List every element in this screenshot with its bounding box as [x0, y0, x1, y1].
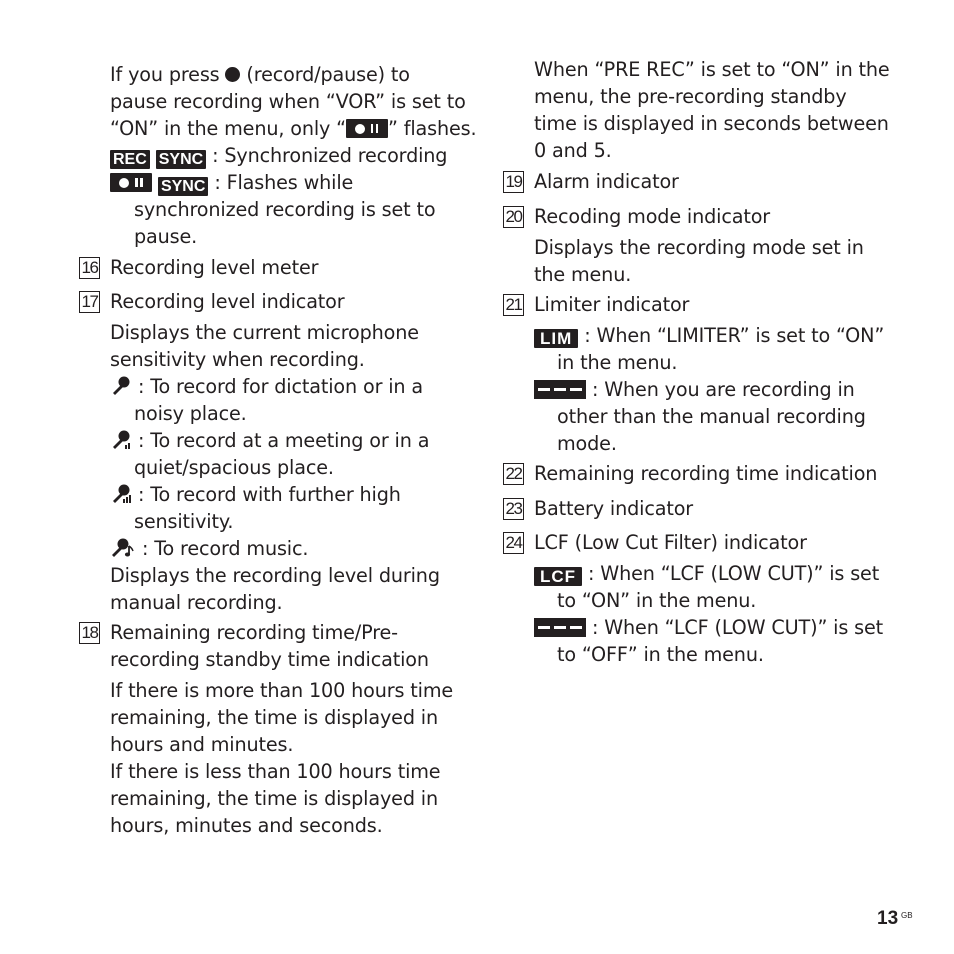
item-number-21: 21	[503, 294, 524, 316]
limiter-on-line: LIM : When “LIMITER” is set to “ON”	[534, 323, 884, 350]
lcf-on-line: LCF : When “LCF (LOW CUT)” is set	[534, 561, 879, 588]
limiter-on-line-2: in the menu.	[557, 351, 678, 374]
intro-line-1: If you press (record/pause) to	[110, 63, 410, 86]
item-18-label-2: recording standby time indication	[110, 648, 429, 671]
record-pause-icon	[346, 119, 388, 138]
page-number: 13	[877, 908, 899, 929]
record-pause-icon	[110, 173, 152, 192]
item-number-20: 20	[503, 206, 524, 228]
dash-indicator-icon	[534, 618, 586, 637]
mic-high-line-2: sensitivity.	[134, 510, 234, 533]
mic-high-sensitivity-icon	[110, 484, 132, 504]
mic-dictation-icon	[110, 376, 132, 396]
item-18-p-5: remaining, the time is displayed in	[110, 787, 439, 810]
mic-meeting-icon	[110, 430, 132, 450]
item-18-p-2: remaining, the time is displayed in	[110, 706, 439, 729]
limiter-dash-line: : When you are recording in	[534, 377, 855, 404]
item-number-23: 23	[503, 498, 524, 520]
record-dot-icon	[225, 67, 240, 82]
item-number-24: 24	[503, 532, 524, 554]
sync-recording-line: REC SYNC : Synchronized recording	[110, 143, 447, 170]
sync-pause-line-2: synchronized recording is set to	[134, 198, 436, 221]
item-22-label: Remaining recording time indication	[534, 462, 878, 485]
item-17-desc-4: manual recording.	[110, 591, 283, 614]
item-20-desc-2: the menu.	[534, 263, 632, 286]
mic-meeting-line: : To record at a meeting or in a	[110, 428, 429, 455]
pre-rec-line-2: menu, the pre-recording standby	[534, 85, 847, 108]
item-number-16: 16	[79, 257, 100, 279]
mic-dictation-line: : To record for dictation or in a	[110, 374, 423, 401]
lcf-badge: LCF	[534, 567, 582, 586]
limiter-dash-line-3: mode.	[557, 432, 617, 455]
lcf-dash-line-2: to “OFF” in the menu.	[557, 643, 764, 666]
item-number-22: 22	[503, 463, 524, 485]
item-18-label-1: Remaining recording time/Pre-	[110, 621, 398, 644]
pre-rec-line-1: When “PRE REC” is set to “ON” in the	[534, 58, 890, 81]
mic-music-line: : To record music.	[110, 536, 308, 563]
limiter-dash-line-2: other than the manual recording	[557, 405, 866, 428]
dash-indicator-icon	[534, 380, 586, 399]
item-18-p-6: hours, minutes and seconds.	[110, 814, 383, 837]
item-18-p-1: If there is more than 100 hours time	[110, 679, 454, 702]
item-17-desc-2: sensitivity when recording.	[110, 348, 365, 371]
page-suffix: GB	[901, 911, 913, 920]
item-16-label: Recording level meter	[110, 256, 319, 279]
rec-badge: REC	[110, 150, 150, 169]
pre-rec-line-4: 0 and 5.	[534, 139, 612, 162]
item-24-label: LCF (Low Cut Filter) indicator	[534, 531, 807, 554]
item-18-p-3: hours and minutes.	[110, 733, 294, 756]
item-17-label: Recording level indicator	[110, 290, 345, 313]
item-number-18: 18	[79, 622, 100, 644]
item-20-desc-1: Displays the recording mode set in	[534, 236, 864, 259]
mic-high-line: : To record with further high	[110, 482, 401, 509]
lim-badge: LIM	[534, 329, 578, 348]
lcf-dash-line: : When “LCF (LOW CUT)” is set	[534, 615, 883, 642]
item-17-desc-3: Displays the recording level during	[110, 564, 440, 587]
item-19-label: Alarm indicator	[534, 170, 679, 193]
sync-pause-line-3: pause.	[134, 225, 198, 248]
intro-line-3: “ON” in the menu, only “ ” flashes.	[110, 117, 477, 140]
item-21-label: Limiter indicator	[534, 293, 690, 316]
item-18-p-4: If there is less than 100 hours time	[110, 760, 441, 783]
sync-badge: SYNC	[158, 177, 208, 196]
mic-music-icon	[110, 538, 136, 558]
item-17-desc-1: Displays the current microphone	[110, 321, 419, 344]
item-number-19: 19	[503, 171, 524, 193]
item-number-17: 17	[79, 291, 100, 313]
intro-line-2: pause recording when “VOR” is set to	[110, 90, 466, 113]
sync-pause-line: SYNC : Flashes while	[110, 170, 353, 197]
item-23-label: Battery indicator	[534, 497, 694, 520]
mic-meeting-line-2: quiet/spacious place.	[134, 456, 334, 479]
item-20-label: Recoding mode indicator	[534, 205, 771, 228]
pre-rec-line-3: time is displayed in seconds between	[534, 112, 889, 135]
lcf-on-line-2: to “ON” in the menu.	[557, 589, 757, 612]
mic-dictation-line-2: noisy place.	[134, 402, 247, 425]
sync-badge: SYNC	[156, 150, 206, 169]
